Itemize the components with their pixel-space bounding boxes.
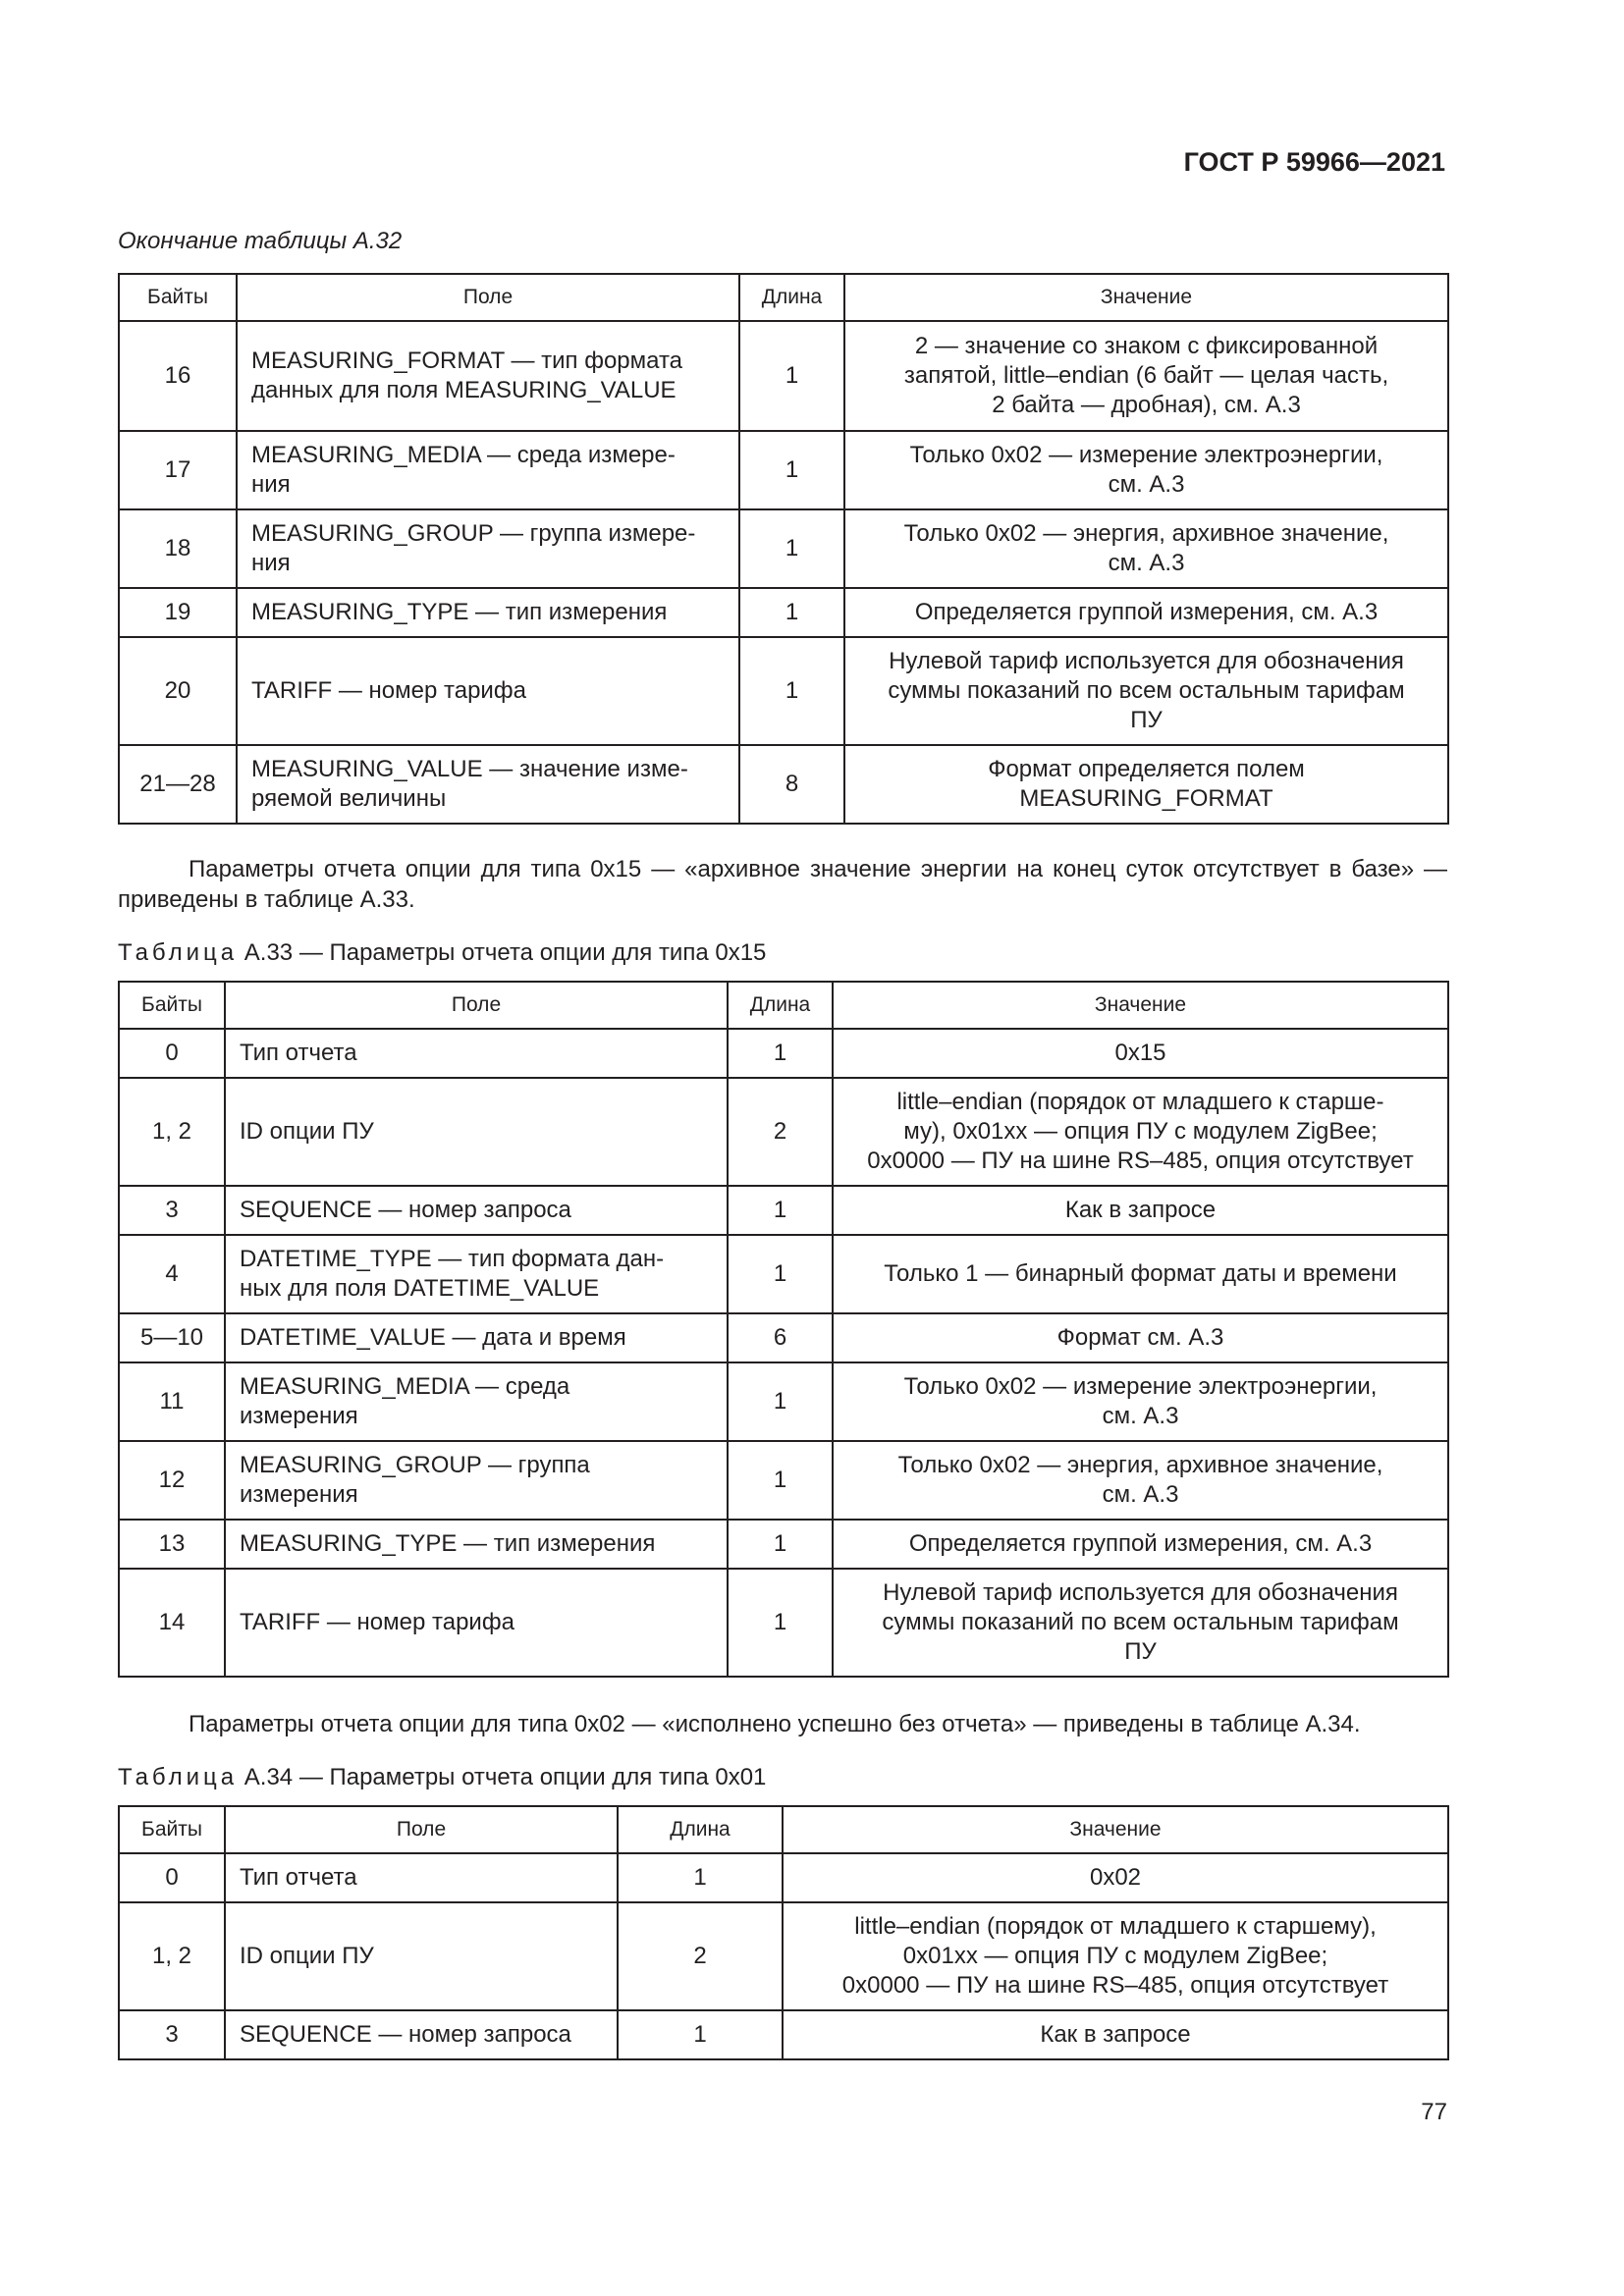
- column-header-field: Поле: [225, 982, 728, 1029]
- cell-length: 1: [728, 1569, 833, 1677]
- cell-field-line: измерения: [240, 1481, 358, 1508]
- cell-length: 1: [618, 1853, 783, 1902]
- cell-field: [237, 745, 739, 824]
- cell-bytes: 11: [119, 1362, 225, 1441]
- cell-field-line: измерения: [240, 1403, 358, 1429]
- cell-value-line: 0x15: [1114, 1040, 1166, 1066]
- table-a32-caption: Окончание таблицы А.32: [118, 228, 403, 254]
- cell-value: [844, 321, 1448, 431]
- cell-field-line: MEASURING_FORMAT — тип формата: [251, 347, 683, 374]
- cell-value-line: Только 0x02 — энергия, архивное значение,: [903, 520, 1389, 547]
- table-a33-caption-text: А.33 — Параметры отчета опции для типа 0x15: [244, 939, 767, 966]
- cell-value: [833, 1313, 1448, 1362]
- table-a34-caption-text: А.34 — Параметры отчета опции для типа 0x01: [244, 1764, 767, 1790]
- cell-length: 1: [728, 1235, 833, 1313]
- cell-field-line: ных для поля DATETIME_VALUE: [240, 1275, 600, 1302]
- cell-field: [225, 1078, 728, 1186]
- cell-bytes: 4: [119, 1235, 225, 1313]
- cell-field: [225, 1186, 728, 1235]
- cell-field: [237, 509, 739, 588]
- cell-field: [225, 1520, 728, 1569]
- cell-bytes: 1, 2: [119, 1078, 225, 1186]
- cell-value: [833, 1186, 1448, 1235]
- cell-field: [225, 1441, 728, 1520]
- table-row: [119, 1441, 1448, 1520]
- cell-length: 2: [618, 1902, 783, 2010]
- cell-field-line: TARIFF — номер тарифа: [240, 1609, 514, 1635]
- cell-value-line: см. А.3: [1108, 471, 1185, 498]
- cell-value: [833, 1029, 1448, 1078]
- column-header-length: Длина: [739, 274, 844, 321]
- cell-value: [783, 1902, 1448, 2010]
- cell-value-line: 2 байта — дробная), см. А.3: [992, 392, 1301, 418]
- cell-field: [237, 321, 739, 431]
- cell-value: [833, 1441, 1448, 1520]
- table-row: [119, 1362, 1448, 1441]
- cell-field: [225, 1029, 728, 1078]
- cell-value-line: ПУ: [1130, 707, 1163, 733]
- cell-value-line: см. А.3: [1102, 1403, 1179, 1429]
- cell-field: [225, 1362, 728, 1441]
- table-header-row: [119, 1806, 1448, 1853]
- cell-field-line: Тип отчета: [240, 1864, 357, 1891]
- cell-field-line: MEASURING_TYPE — тип измерения: [240, 1530, 656, 1557]
- column-header-value: Значение: [833, 982, 1448, 1029]
- cell-bytes: 19: [119, 588, 237, 637]
- cell-field-line: ряемой величины: [251, 785, 447, 812]
- cell-bytes: 21—28: [119, 745, 237, 824]
- cell-length: 1: [739, 588, 844, 637]
- paragraph-2-line-1: Параметры отчета опции для типа 0x02 — «исполнено успешно без отчета» — приведены в таблице А.34.: [189, 1711, 1361, 1737]
- cell-value-line: little–endian (порядок от младшего к старшему),: [854, 1913, 1377, 1940]
- cell-field-line: ID опции ПУ: [240, 1943, 374, 1969]
- cell-field-line: ID опции ПУ: [240, 1118, 374, 1145]
- cell-field-line: MEASURING_VALUE — значение изме-: [251, 756, 688, 782]
- cell-field-line: ния: [251, 471, 291, 498]
- cell-bytes: 20: [119, 637, 237, 745]
- cell-value-line: Нулевой тариф используется для обозначения: [889, 648, 1404, 674]
- table-row: [119, 321, 1448, 431]
- cell-value-line: Нулевой тариф используется для обозначения: [883, 1579, 1398, 1606]
- cell-length: 1: [728, 1520, 833, 1569]
- cell-value-line: Формат см. А.3: [1056, 1324, 1224, 1351]
- cell-value: [783, 1853, 1448, 1902]
- cell-field-line: SEQUENCE — номер запроса: [240, 1197, 571, 1223]
- cell-length: 1: [618, 2010, 783, 2059]
- paragraph-1-line-1: Параметры отчета опции для типа 0x15 — «архивное значение энергии на конец суток отсутствует в базе» —: [189, 856, 1447, 882]
- table-a34: [118, 1805, 1449, 2060]
- cell-value: [833, 1078, 1448, 1186]
- column-header-field: Поле: [237, 274, 739, 321]
- table-header-row: [119, 274, 1448, 321]
- cell-length: 1: [728, 1362, 833, 1441]
- column-header-value: Значение: [783, 1806, 1448, 1853]
- column-header-bytes: Байты: [119, 274, 237, 321]
- cell-bytes: 16: [119, 321, 237, 431]
- table-row: [119, 588, 1448, 637]
- cell-bytes: 0: [119, 1853, 225, 1902]
- cell-value-line: 0x02: [1089, 1864, 1142, 1891]
- cell-field-line: MEASURING_GROUP — группа: [240, 1452, 590, 1478]
- column-header-value: Значение: [844, 274, 1448, 321]
- cell-value-line: Как в запросе: [1040, 2021, 1191, 2048]
- paragraph-2: [118, 1709, 1447, 1739]
- cell-bytes: 5—10: [119, 1313, 225, 1362]
- cell-field: [225, 2010, 618, 2059]
- paragraph-1: [118, 854, 1447, 915]
- cell-bytes: 1, 2: [119, 1902, 225, 2010]
- cell-value-line: Определяется группой измерения, см. А.3: [914, 599, 1379, 625]
- cell-field-line: данных для поля MEASURING_VALUE: [251, 377, 677, 403]
- table-row: [119, 509, 1448, 588]
- cell-value: [833, 1235, 1448, 1313]
- cell-field-line: MEASURING_GROUP — группа измере-: [251, 520, 696, 547]
- table-row: [119, 1569, 1448, 1677]
- table-a34-caption-word: Таблица: [118, 1764, 239, 1790]
- table-row: [119, 1902, 1448, 2010]
- table-a32: [118, 273, 1449, 825]
- cell-bytes: 12: [119, 1441, 225, 1520]
- cell-field-line: MEASURING_MEDIA — среда: [240, 1373, 570, 1400]
- cell-value-line: little–endian (порядок от младшего к старше-: [896, 1089, 1384, 1115]
- cell-length: 6: [728, 1313, 833, 1362]
- cell-value-line: см. А.3: [1102, 1481, 1179, 1508]
- column-header-bytes: Байты: [119, 982, 225, 1029]
- table-row: [119, 745, 1448, 824]
- cell-value-line: му), 0x01xx — опция ПУ с модулем ZigBee;: [903, 1118, 1378, 1145]
- cell-value-line: 0x01xx — опция ПУ с модулем ZigBee;: [902, 1943, 1328, 1969]
- cell-value-line: суммы показаний по всем остальным тарифам: [888, 677, 1405, 704]
- cell-value-line: суммы показаний по всем остальным тарифам: [882, 1609, 1399, 1635]
- cell-value: [833, 1362, 1448, 1441]
- table-row: [119, 1853, 1448, 1902]
- cell-bytes: 18: [119, 509, 237, 588]
- cell-length: 1: [728, 1186, 833, 1235]
- cell-value-line: Как в запросе: [1064, 1197, 1217, 1223]
- cell-length: 1: [728, 1441, 833, 1520]
- cell-bytes: 17: [119, 431, 237, 509]
- cell-bytes: 14: [119, 1569, 225, 1677]
- cell-value-line: MEASURING_FORMAT: [1019, 785, 1273, 812]
- cell-value-line: ПУ: [1124, 1638, 1157, 1665]
- table-row: [119, 1029, 1448, 1078]
- cell-field: [237, 588, 739, 637]
- table-row: [119, 637, 1448, 745]
- table-row: [119, 1186, 1448, 1235]
- page-number: 77: [1421, 2099, 1447, 2125]
- cell-bytes: 0: [119, 1029, 225, 1078]
- cell-field-line: DATETIME_VALUE — дата и время: [240, 1324, 626, 1351]
- table-row: [119, 2010, 1448, 2059]
- paragraph-1-line-2: приведены в таблице А.33.: [118, 886, 415, 913]
- cell-value-line: Только 0x02 — измерение электроэнергии,: [909, 442, 1383, 468]
- cell-value-line: Формат определяется полем: [988, 756, 1305, 782]
- cell-value-line: 0x0000 — ПУ на шине RS–485, опция отсутствует: [841, 1972, 1389, 1999]
- cell-field: [225, 1902, 618, 2010]
- cell-value-line: Определяется группой измерения, см. А.3: [908, 1530, 1373, 1557]
- cell-field: [225, 1313, 728, 1362]
- cell-length: 8: [739, 745, 844, 824]
- column-header-length: Длина: [728, 982, 833, 1029]
- cell-length: 1: [739, 321, 844, 431]
- table-a33-caption: [118, 939, 766, 967]
- table-row: [119, 1235, 1448, 1313]
- cell-value: [783, 2010, 1448, 2059]
- table-row: [119, 1520, 1448, 1569]
- cell-value-line: 2 — значение со знаком с фиксированной: [914, 333, 1379, 359]
- cell-value: [844, 588, 1448, 637]
- cell-value: [833, 1569, 1448, 1677]
- cell-length: 1: [739, 637, 844, 745]
- cell-value: [844, 637, 1448, 745]
- cell-value-line: запятой, little–endian (6 байт — целая часть,: [903, 362, 1389, 389]
- cell-bytes: 3: [119, 2010, 225, 2059]
- cell-field-line: ния: [251, 550, 291, 576]
- cell-length: 1: [728, 1029, 833, 1078]
- cell-value-line: Только 0x02 — измерение электроэнергии,: [903, 1373, 1378, 1400]
- cell-length: 1: [739, 509, 844, 588]
- cell-bytes: 13: [119, 1520, 225, 1569]
- table-a34-caption: [118, 1764, 766, 1791]
- cell-value-line: см. А.3: [1108, 550, 1185, 576]
- cell-length: 1: [739, 431, 844, 509]
- cell-field-line: MEASURING_TYPE — тип измерения: [251, 599, 668, 625]
- cell-bytes: 3: [119, 1186, 225, 1235]
- cell-field: [237, 431, 739, 509]
- cell-value: [844, 509, 1448, 588]
- table-header-row: [119, 982, 1448, 1029]
- cell-field-line: Тип отчета: [240, 1040, 357, 1066]
- cell-field: [225, 1569, 728, 1677]
- table-row: [119, 1313, 1448, 1362]
- column-header-field: Поле: [225, 1806, 618, 1853]
- cell-field-line: MEASURING_MEDIA — среда измере-: [251, 442, 676, 468]
- cell-value: [833, 1520, 1448, 1569]
- cell-value-line: Только 1 — бинарный формат даты и времени: [884, 1260, 1397, 1287]
- cell-field: [237, 637, 739, 745]
- cell-field: [225, 1853, 618, 1902]
- cell-field-line: TARIFF — номер тарифа: [251, 677, 526, 704]
- cell-value-line: Только 0x02 — энергия, архивное значение,: [897, 1452, 1383, 1478]
- cell-length: 2: [728, 1078, 833, 1186]
- cell-value-line: 0x0000 — ПУ на шине RS–485, опция отсутствует: [867, 1148, 1414, 1174]
- table-row: [119, 1078, 1448, 1186]
- cell-field-line: SEQUENCE — номер запроса: [240, 2021, 571, 2048]
- column-header-bytes: Байты: [119, 1806, 225, 1853]
- column-header-length: Длина: [618, 1806, 783, 1853]
- cell-value: [844, 431, 1448, 509]
- standard-designation: ГОСТ Р 59966—2021: [1183, 147, 1445, 177]
- table-row: [119, 431, 1448, 509]
- cell-value: [844, 745, 1448, 824]
- table-a33: [118, 981, 1449, 1678]
- cell-field-line: DATETIME_TYPE — тип формата дан-: [240, 1246, 665, 1272]
- table-a33-caption-word: Таблица: [118, 939, 239, 966]
- cell-field: [225, 1235, 728, 1313]
